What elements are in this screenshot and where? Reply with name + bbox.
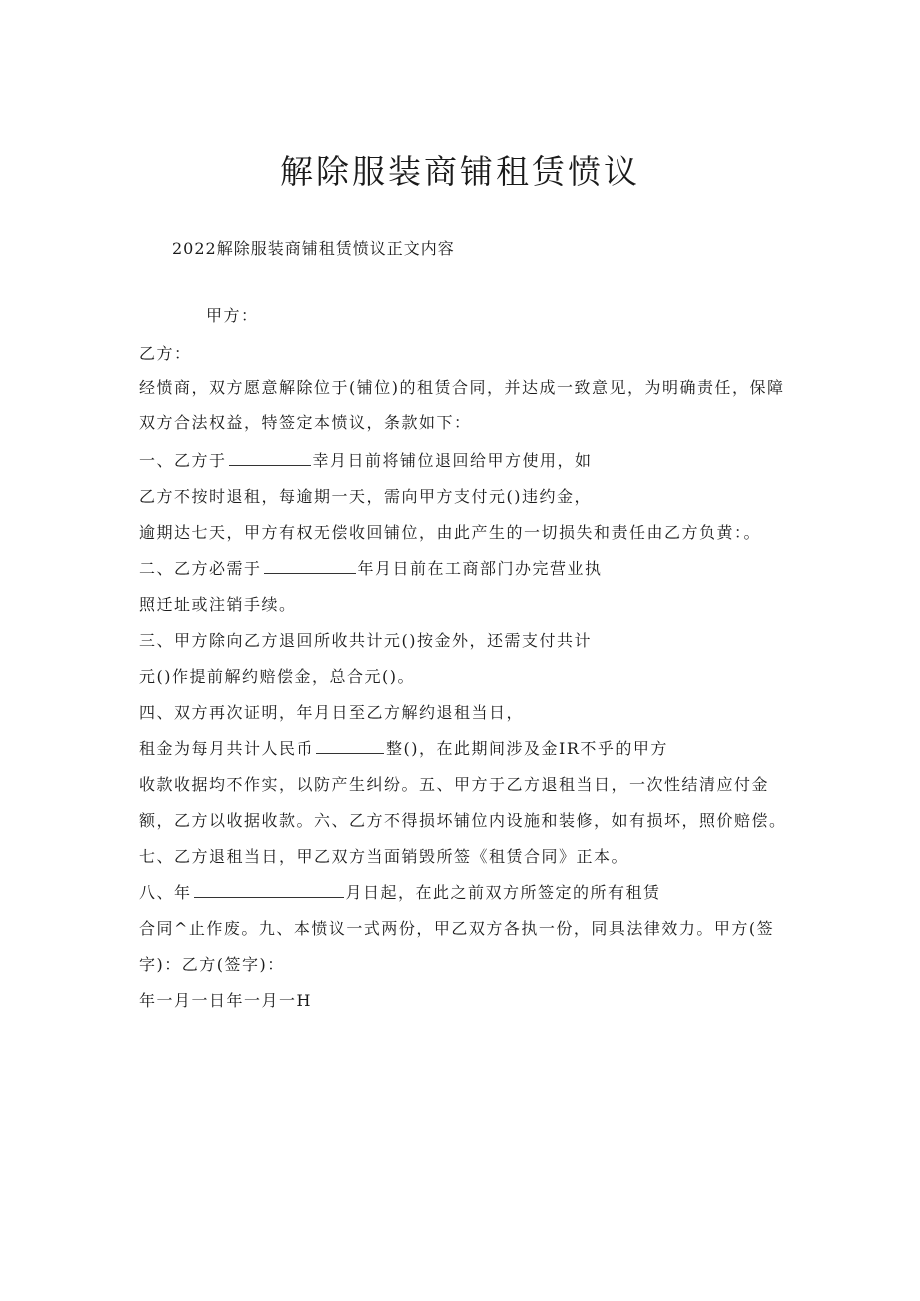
clause-7-line: 七、乙方退租当日，甲乙双方当面销毁所签《租赁合同》正本。 [139,847,630,866]
blank-line [194,883,344,898]
clause-2-prefix: 二、乙方必需于 [139,559,262,578]
party-b-label: 乙方： [139,344,192,363]
clause-8-prefix: 八、年 [139,883,192,902]
clause-1-suffix: 幸月日前将铺位退回给甲方使用，如 [312,451,593,470]
clause-1-line-1 [139,450,593,472]
intro-line-1: 经愤商，双方愿意解除位于(铺位)的租赁合同，并达成一致意见，为明确责任，保障 [139,378,785,397]
clause-4-prefix: 租金为每月共计人民币 [139,739,315,758]
clause-3-line-1: 三、甲方除向乙方退回所收共计元()按金外，还需支付共计 [139,631,592,650]
document-subtitle: 2022解除服装商铺租赁愤议正文内容 [172,239,455,258]
clause-4-line-3: 收款收据均不作实，以防产生纠纷。五、甲方于乙方退租当日，一次性结清应付金 [139,775,770,794]
clause-2-suffix: 年月日前在工商部门办完营业执 [357,559,603,578]
clause-1-prefix: 一、乙方于 [139,451,227,470]
clause-3-line-2: 元()作提前解约赔偿金，总合元()。 [139,667,415,686]
clause-8-line-2: 合同^止作废。九、本愤议一式两份，甲乙双方各执一份，同具法律效力。甲方(签 [139,919,775,938]
clause-4-line-1: 四、双方再次证明，年月日至乙方解约退租当日， [139,703,525,722]
clause-8-line-1 [139,882,661,904]
date-line: 年一月一日年一月一H [139,991,312,1010]
blank-line [264,559,356,574]
clause-4-line-2 [139,738,668,760]
clause-4-suffix: 整()，在此期间涉及金IR不乎的甲方 [386,739,668,758]
signature-line: 字)：乙方(签字)： [139,955,285,974]
clause-8-suffix: 月日起，在此之前双方所签定的所有租赁 [345,883,661,902]
clause-1-line-2: 乙方不按时退租，每逾期一天，需向甲方支付元()违约金， [139,487,592,506]
intro-line-2: 双方合法权益，特签定本愤议，条款如下： [139,413,472,432]
clause-1-line-3: 逾期达七天，甲方有权无偿收回铺位，由此产生的一切损失和责任由乙方负黄：。 [139,523,762,542]
clause-2-line-2: 照迁址或注销手续。 [139,595,297,614]
blank-line [316,739,384,754]
clause-2-line-1 [139,558,603,580]
party-a-label: 甲方： [206,306,259,325]
clause-4-line-4: 额，乙方以收据收款。六、乙方不得损坏铺位内设施和装修，如有损坏，照价赔偿。 [139,811,787,830]
document-title: 解除服装商铺租赁愤议 [280,152,640,191]
blank-line [229,451,311,466]
